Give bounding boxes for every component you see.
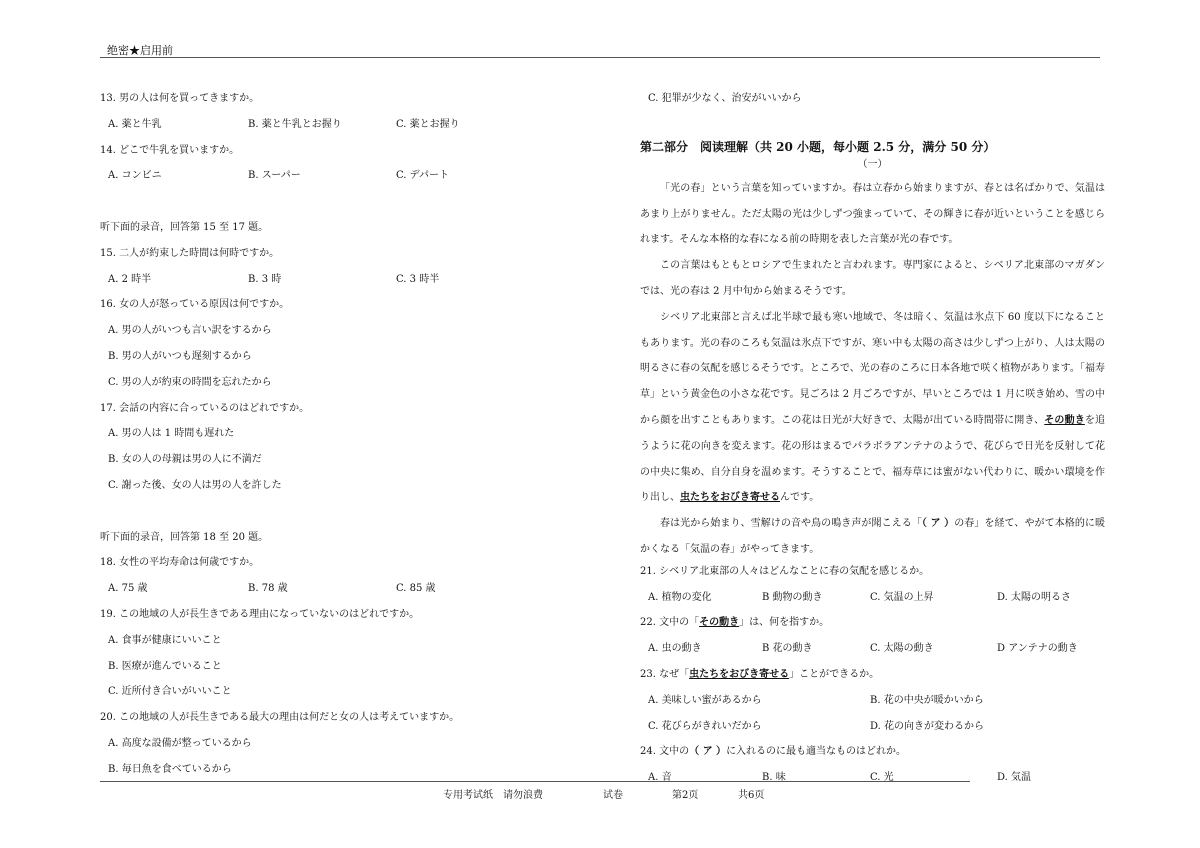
left-column: [100, 90, 580, 787]
option: C. 薬とお握り: [396, 118, 460, 130]
footer-rule: [100, 781, 970, 782]
spacer: [100, 193, 580, 219]
option: B. 男の人がいつも遅刻するから: [108, 350, 252, 362]
reading-passage: [640, 176, 1105, 563]
underlined-phrase: 虫たちをおびき寄せる: [689, 668, 790, 680]
option: C. 花びらがきれいだから: [648, 720, 762, 732]
page-number: 第2页: [672, 790, 699, 801]
question-14: 14. どこで牛乳を買いますか。: [100, 144, 240, 156]
paragraph: 「光の春」という言葉を知っていますか。春は立春から始まりますが、春とは名ばかりで、気温はあまり上がりません。ただ太陽の光は少しずつ強まっていて、その輝きに春が近いということを感じられます。そんな本格的な春になる前の時期を表した言葉が光の春です。: [640, 182, 1105, 246]
options-14: [100, 167, 580, 193]
option: C. デパート: [396, 170, 450, 182]
option: C. 太陽の動き: [870, 643, 934, 655]
option: D. 花の向きが変わるから: [870, 720, 985, 732]
exam-header: 绝密★启用前: [107, 44, 173, 57]
option: B. 78 歳: [248, 583, 288, 595]
option: A. 男の人がいつも言い訳をするから: [108, 325, 272, 337]
passage-number: （一）: [857, 158, 888, 170]
instruction-18-20: 听下面的录音，回答第 18 至 20 题。: [100, 531, 269, 543]
option: C. 気温の上昇: [870, 591, 934, 603]
question-19: 19. この地域の人が長生きである理由になっていないのはどれですか。: [100, 608, 420, 620]
question-17: 17. 会話の内容に合っているのはどれですか。: [100, 402, 310, 414]
option: A. 高度な設備が整っているから: [108, 737, 252, 749]
question-21: 21. シベリア北東部の人々はどんなことに春の気配を感じるか。: [640, 565, 930, 577]
options-23a: [640, 692, 1105, 718]
blank-marker: （ ア ）: [921, 518, 955, 530]
option: A. 男の人は 1 時間も遅れた: [108, 428, 235, 440]
options-18: [100, 580, 580, 606]
footer-label: 试卷: [603, 790, 623, 801]
option: B. 医療が進んでいること: [108, 660, 222, 672]
paragraph: この言葉はもともとロシアで生まれたと言われます。専門家によると、シベリア北東部のマガダンでは、光の春は 2 月中旬から始まるそうです。: [640, 260, 1105, 297]
option: B. 毎日魚を食べているから: [108, 763, 232, 775]
option: A. 虫の動き: [648, 643, 702, 655]
spacer: [100, 503, 580, 529]
option: C. 光: [870, 772, 894, 784]
paragraph: シベリア北東部と言えば北半球で最も寒い地域で、冬は暗く、気温は氷点下 60 度以下になることもあります。光の春のころも気温は氷点下ですが、寒い中も太陽の高さは少しずつ上がり、人は太陽の明るさに春の気配を感じるそうです。ところで、光の春のころに日本各地で咲く植物があります。「福寿草」という黄金色の小さな花です。見ごろは 2 月ごろですが、早いところでは 1 月に咲き始め、雪の中から顔を出すこともあります。この花は日光が大好きで、太陽が出ている時間帯に開き、その動きを追うように花の向きを変えます。花の形はまるでパラボラアンテナのようで、花びらで日光を反射して花の中央に集め、自分自身を温めます。そうすることで、福寿草には蜜がない代わりに、暖かい環境を作り出し、虫たちをおびき寄せるんです。: [640, 311, 1106, 504]
question-23: 23. なぜ「虫たちをおびき寄せる」ことができるか。: [640, 668, 880, 680]
paragraph: 春は光から始まり、雪解けの音や鳥の鳴き声が聞こえる「（ ア ）の春」を経て、やがて本格的に暖かくなる「気温の春」がやってきます。: [640, 518, 1105, 555]
option: D アンテナの動き: [997, 643, 1078, 655]
options-24: [640, 769, 1105, 795]
question-20: 20. この地域の人が長生きである最大の理由は何だと女の人は考えていますか。: [100, 712, 460, 724]
right-column: [640, 90, 1105, 795]
header-rule: [100, 57, 1100, 58]
underlined-phrase: その動き: [699, 617, 740, 629]
options-13: [100, 116, 580, 142]
option: D. 気温: [997, 772, 1032, 784]
question-16: 16. 女の人が怒っている原因は何ですか。: [100, 299, 290, 311]
option: B. スーパー: [248, 170, 301, 182]
instruction-15-17: 听下面的录音，回答第 15 至 17 题。: [100, 221, 269, 233]
option: C. 85 歳: [396, 583, 436, 595]
option: B. 花の中央が暖かいから: [870, 694, 984, 706]
option: A. コンビニ: [108, 170, 162, 182]
page-total: 共6页: [738, 790, 765, 801]
option: B 動物の動き: [762, 591, 823, 603]
option: A. 植物の変化: [648, 591, 712, 603]
option: D. 太陽の明るさ: [997, 591, 1072, 603]
option: B 花の動き: [762, 643, 813, 655]
question-18: 18. 女性の平均寿命は何歳ですか。: [100, 557, 260, 569]
option: A. 薬と牛乳: [108, 118, 162, 130]
option: A. 75 歳: [108, 583, 148, 595]
option: A. 美味しい蜜があるから: [648, 694, 762, 706]
question-15: 15. 二人が約束した時間は何時ですか。: [100, 247, 280, 259]
options-23b: [640, 718, 1105, 744]
options-15: [100, 271, 580, 297]
section-title: 第二部分 阅读理解（共 20 小题，每小题 2.5 分，满分 50 分）: [640, 139, 996, 154]
options-22: [640, 640, 1105, 666]
question-22: 22. 文中の「その動き」は、何を指すか。: [640, 617, 830, 629]
option: B. 薬と牛乳とお握り: [248, 118, 342, 130]
option: C. 3 時半: [396, 273, 440, 285]
blank-marker: （ ア ）: [689, 746, 727, 758]
option: B. 女の人の母親は男の人に不満だ: [108, 454, 262, 466]
option: C. 犯罪が少なく、治安がいいから: [648, 93, 802, 104]
question-13: 13. 男の人は何を買ってきますか。: [100, 93, 260, 104]
option: A. 食事が健康にいいこと: [108, 634, 222, 646]
option: C. 近所付き合いがいいこと: [108, 686, 232, 698]
footer-note: 专用考试纸 请勿浪费: [443, 790, 543, 801]
options-21: [640, 589, 1105, 615]
underlined-phrase: 虫たちをおびき寄せる: [680, 492, 780, 504]
option: B. 3 時: [248, 273, 282, 285]
option: B. 味: [762, 772, 786, 784]
option: A. 音: [648, 772, 672, 784]
option: C. 謝った後、女の人は男の人を許した: [108, 479, 282, 491]
underlined-phrase: その動き: [1044, 414, 1085, 426]
question-24: 24. 文中の（ ア ）に入れるのに最も適当なものはどれか。: [640, 746, 907, 758]
option: C. 男の人が約束の時間を忘れたから: [108, 376, 272, 388]
option: A. 2 時半: [108, 273, 152, 285]
